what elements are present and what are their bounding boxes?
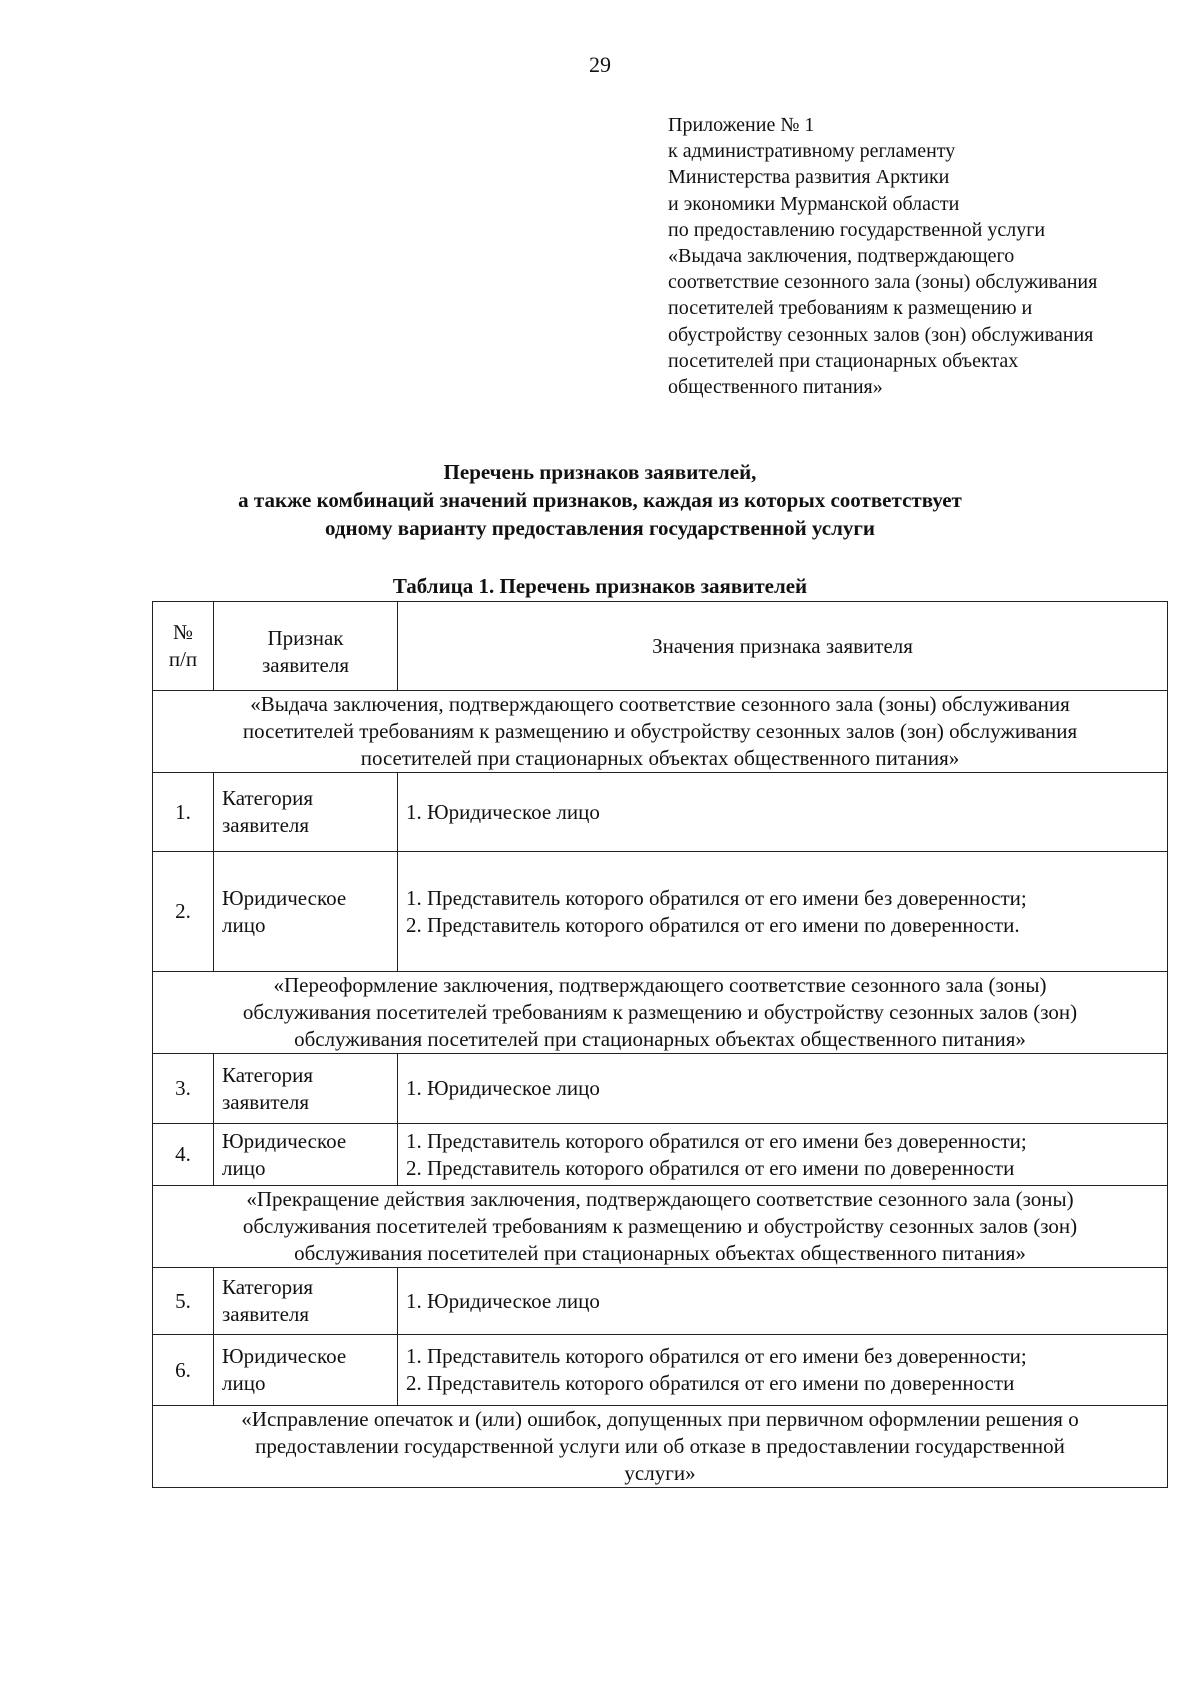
section-title: «Прекращение действия заключения, подтверждающего соответствие сезонного зала (зоны) обслуживания посетителей требованиям к размещению и обустройству сезонных залов (зон) обслуживания посетителей при стационарных объектах общественного питания» bbox=[153, 1186, 1168, 1268]
row-values: 1. Юридическое лицо bbox=[398, 1268, 1168, 1335]
appendix-line: и экономики Мурманской области bbox=[668, 192, 960, 215]
appendix-line: к административному регламенту bbox=[668, 140, 956, 163]
appendix-line: соответствие сезонного зала (зоны) обслуживания bbox=[668, 271, 1098, 294]
section-title: «Выдача заключения, подтверждающего соответствие сезонного зала (зоны) обслуживания посетителей требованиям к размещению и обустройству сезонных залов (зон) обслуживания посетителей при стационарных объектах общественного питания» bbox=[153, 691, 1168, 773]
appendix-line: общественного питания» bbox=[668, 376, 883, 399]
appendix-line: Приложение № 1 bbox=[668, 114, 815, 136]
table-row bbox=[153, 852, 1168, 972]
row-number: 3. bbox=[153, 1054, 214, 1124]
header-attribute: Признак заявителя bbox=[214, 602, 398, 691]
row-attribute: Категория заявителя bbox=[214, 1268, 398, 1335]
row-attribute: Категория заявителя bbox=[214, 1054, 398, 1124]
row-number: 4. bbox=[153, 1124, 214, 1186]
row-values: 1. Представитель которого обратился от его имени без доверенности; 2. Представитель которого обратился от его имени по доверенности bbox=[398, 1124, 1168, 1186]
appendix-line: Министерства развития Арктики bbox=[668, 166, 950, 189]
row-number: 5. bbox=[153, 1268, 214, 1335]
table-caption: Таблица 1. Перечень признаков заявителей bbox=[392, 574, 808, 598]
table-row bbox=[153, 1268, 1168, 1335]
row-values: 1. Юридическое лицо bbox=[398, 773, 1168, 852]
row-values: 1. Юридическое лицо bbox=[398, 1054, 1168, 1124]
appendix-note bbox=[668, 112, 1168, 400]
row-number: 2. bbox=[153, 852, 214, 972]
table-row bbox=[153, 1335, 1168, 1406]
appendix-line: посетителей требованиям к размещению и bbox=[668, 297, 1033, 320]
table-row bbox=[153, 1054, 1168, 1124]
row-number: 6. bbox=[153, 1335, 214, 1406]
section-row bbox=[153, 691, 1168, 773]
header-num: № п/п bbox=[153, 602, 214, 691]
table-row bbox=[153, 1124, 1168, 1186]
row-number: 1. bbox=[153, 773, 214, 852]
section-row bbox=[153, 1186, 1168, 1268]
applicant-attributes-table bbox=[152, 601, 1168, 1488]
section-title: «Исправление опечаток и (или) ошибок, допущенных при первичном оформлении решения о предоставлении государственной услуги или об отказе в предоставлении государственной услуги» bbox=[153, 1406, 1168, 1488]
appendix-line: «Выдача заключения, подтверждающего bbox=[668, 245, 1015, 268]
row-values: 1. Представитель которого обратился от его имени без доверенности; 2. Представитель которого обратился от его имени по доверенности. bbox=[398, 852, 1168, 972]
title-line: одному варианту предоставления государственной услуги bbox=[324, 516, 876, 540]
title-line: Перечень признаков заявителей, bbox=[443, 460, 757, 484]
appendix-line: по предоставлению государственной услуги bbox=[668, 218, 1046, 241]
row-attribute: Юридическое лицо bbox=[214, 1335, 398, 1406]
row-values: 1. Представитель которого обратился от его имени без доверенности; 2. Представитель которого обратился от его имени по доверенности bbox=[398, 1335, 1168, 1406]
table-row bbox=[153, 773, 1168, 852]
row-attribute: Юридическое лицо bbox=[214, 1124, 398, 1186]
section-row bbox=[153, 1406, 1168, 1488]
section-title: «Переоформление заключения, подтверждающего соответствие сезонного зала (зоны) обслуживания посетителей требованиям к размещению и обустройству сезонных залов (зон) обслуживания посетителей при стационарных объектах общественного питания» bbox=[153, 972, 1168, 1054]
document-title bbox=[0, 458, 1200, 542]
appendix-line: посетителей при стационарных объектах bbox=[668, 349, 1019, 372]
row-attribute: Юридическое лицо bbox=[214, 852, 398, 972]
header-values: Значения признака заявителя bbox=[398, 602, 1168, 691]
page-number: 29 bbox=[589, 52, 611, 77]
section-row bbox=[153, 972, 1168, 1054]
table-header-row bbox=[153, 602, 1168, 691]
title-line: а также комбинаций значений признаков, каждая из которых соответствует bbox=[238, 488, 962, 512]
row-attribute: Категория заявителя bbox=[214, 773, 398, 852]
appendix-line: обустройству сезонных залов (зон) обслуживания bbox=[668, 323, 1094, 346]
